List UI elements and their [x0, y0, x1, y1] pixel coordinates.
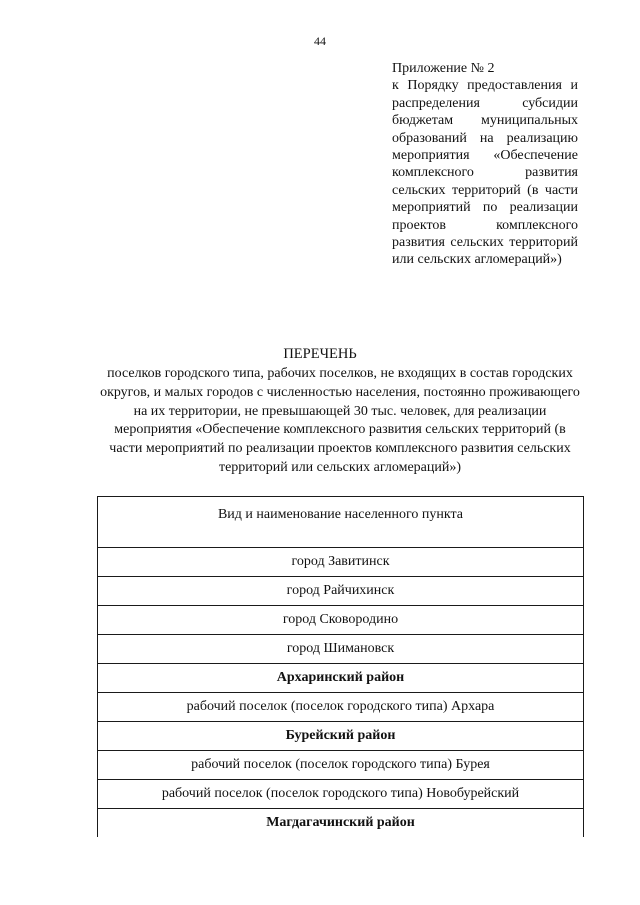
list-subtitle: [80, 365, 600, 478]
district-name-cell: Магдагачинский район: [98, 809, 584, 838]
page-number: 44: [314, 34, 326, 48]
subtitle-line: части мероприятий по реализации проектов комплексного развития сельских: [109, 441, 571, 457]
settlement-name-cell: город Шимановск: [98, 635, 584, 664]
subtitle-line: округов, и малых городов с численностью населения, постоянно проживающего: [100, 384, 580, 400]
appendix-title: Приложение № 2: [392, 61, 495, 76]
table-header-row: [98, 497, 584, 548]
settlement-name-cell: город Райчихинск: [98, 577, 584, 606]
table-district-row: [98, 809, 584, 838]
table-row: [98, 693, 584, 722]
settlement-name-cell: рабочий поселок (поселок городского типа) Архара: [98, 693, 584, 722]
table-district-row: [98, 664, 584, 693]
district-name-cell: Архаринский район: [98, 664, 584, 693]
appendix-block: [392, 60, 578, 269]
subtitle-line: территорий или сельских агломераций»): [218, 459, 462, 475]
list-heading: ПЕРЕЧЕНЬ: [283, 346, 357, 362]
table-row: [98, 577, 584, 606]
subtitle-line: мероприятия «Обеспечение комплексного развития сельских территорий (в: [114, 422, 566, 438]
table-row: [98, 780, 584, 809]
table-row: [98, 606, 584, 635]
table-row: [98, 751, 584, 780]
subtitle-line: поселков городского типа, рабочих поселков, не входящих в состав городских: [107, 366, 573, 381]
table-header-cell: Вид и наименование населенного пункта: [98, 497, 584, 548]
table-row: [98, 635, 584, 664]
table-district-row: [98, 722, 584, 751]
settlement-name-cell: рабочий поселок (поселок городского типа) Новобурейский: [98, 780, 584, 809]
settlement-name-cell: рабочий поселок (поселок городского типа) Бурея: [98, 751, 584, 780]
appendix-text: к Порядку предоставления и распределения субсидии бюджетам муниципальных образований на реализацию мероприятия «Обеспечение комплексного развития сельских территорий (в части мероприятий по реализации проектов комплексного развития сельских территорий или сельских агломераций»): [392, 78, 578, 268]
settlement-name-cell: город Завитинск: [98, 548, 584, 577]
district-name-cell: Бурейский район: [98, 722, 584, 751]
table-row: [98, 548, 584, 577]
settlements-table: [97, 496, 584, 837]
settlement-name-cell: город Сковородино: [98, 606, 584, 635]
subtitle-line: на их территории, не превышающей 30 тыс. человек, для реализации: [133, 403, 547, 419]
